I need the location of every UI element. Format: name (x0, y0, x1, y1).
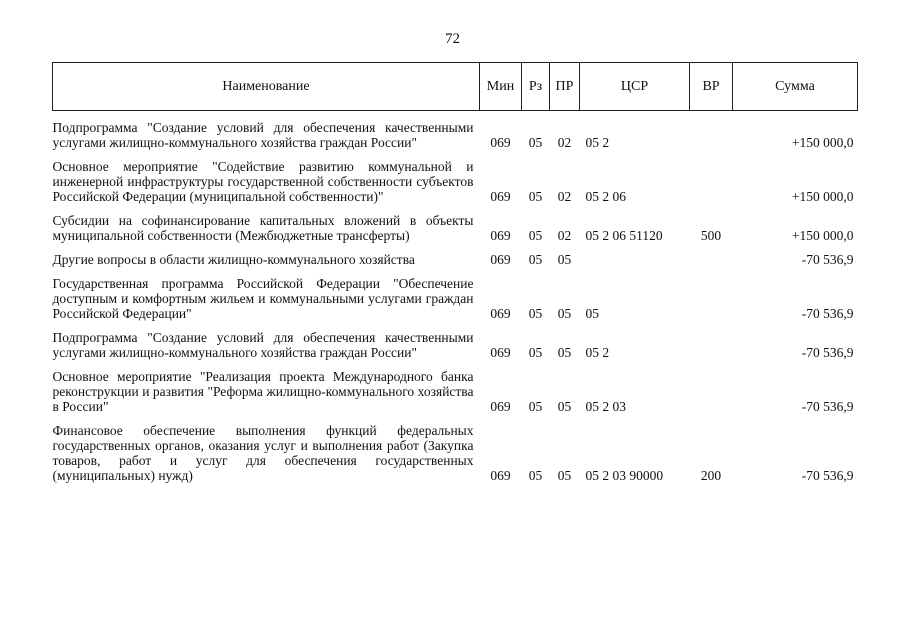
row-sum: -70 536,9 (801, 399, 854, 414)
row-sum: -70 536,9 (801, 468, 854, 483)
row-csr: 05 2 (585, 345, 610, 360)
row-sum: +150 000,0 (791, 135, 854, 150)
table-row (53, 111, 858, 151)
header-vr: ВР (690, 63, 733, 111)
budget-table (52, 62, 858, 483)
row-pr: 05 (557, 399, 572, 414)
row-vr (690, 243, 733, 267)
row-min: 069 (490, 135, 511, 150)
row-rz: 05 (528, 189, 543, 204)
row-vr: 200 (700, 468, 722, 483)
table-header-row (53, 63, 858, 111)
row-vr (690, 360, 733, 414)
row-min: 069 (490, 468, 511, 483)
row-min: 069 (490, 228, 511, 243)
row-rz: 05 (528, 345, 543, 360)
row-name: Государственная программа Российской Федерации "Обеспечение доступным и комфортным жильем и коммунальными услугами граждан Российской Федерации" (52, 276, 474, 321)
table-row (53, 267, 858, 321)
row-sum: -70 536,9 (801, 252, 854, 267)
row-rz: 05 (528, 306, 543, 321)
row-csr: 05 2 03 90000 (585, 468, 664, 483)
row-name: Подпрограмма "Создание условий для обеспечения качественными услугами жилищно-коммунального хозяйства граждан России" (52, 330, 474, 360)
row-sum: -70 536,9 (801, 306, 854, 321)
row-vr (690, 321, 733, 360)
table-row (53, 204, 858, 243)
row-sum: +150 000,0 (791, 189, 854, 204)
header-min: Мин (480, 63, 522, 111)
row-pr: 05 (557, 306, 572, 321)
row-csr (580, 243, 690, 267)
row-min: 069 (490, 189, 511, 204)
row-rz: 05 (528, 468, 543, 483)
row-csr: 05 2 06 (585, 189, 626, 204)
row-pr: 02 (557, 135, 572, 150)
row-name: Субсидии на софинансирование капитальных вложений в объекты муниципальной собственности (Межбюджетные трансферты) (52, 213, 474, 243)
row-name: Другие вопросы в области жилищно-коммунального хозяйства (52, 252, 415, 267)
header-rz: Рз (522, 63, 550, 111)
row-sum: -70 536,9 (801, 345, 854, 360)
row-pr: 05 (557, 345, 572, 360)
row-rz: 05 (528, 252, 543, 267)
row-csr: 05 (585, 306, 599, 321)
row-rz: 05 (528, 399, 543, 414)
row-rz: 05 (528, 135, 543, 150)
table-row (53, 321, 858, 360)
row-vr: 500 (700, 228, 722, 243)
row-name: Основное мероприятие "Реализация проекта Международного банка реконструкции и развития "Реформа жилищно-коммунального хозяйства в России" (52, 369, 474, 414)
table-row (53, 150, 858, 204)
row-csr: 05 2 (585, 135, 610, 150)
row-min: 069 (490, 345, 511, 360)
row-name: Подпрограмма "Создание условий для обеспечения качественными услугами жилищно-коммунального хозяйства граждан России" (52, 120, 474, 150)
row-pr: 02 (557, 189, 572, 204)
row-min: 069 (490, 306, 511, 321)
row-csr: 05 2 03 (585, 399, 626, 414)
row-pr: 05 (557, 252, 572, 267)
header-pr: ПР (550, 63, 580, 111)
table-row (53, 360, 858, 414)
table-row (53, 414, 858, 483)
row-csr: 05 2 06 51120 (585, 228, 663, 243)
row-vr (690, 150, 733, 204)
row-vr (690, 267, 733, 321)
header-csr: ЦСР (580, 63, 690, 111)
row-pr: 02 (557, 228, 572, 243)
row-name: Основное мероприятие "Содействие развитию коммунальной и инженерной инфраструктуры государственной собственности субъектов Российской Федерации (муниципальной собственности)" (52, 159, 474, 204)
row-pr: 05 (557, 468, 572, 483)
row-vr (690, 111, 733, 151)
row-name: Финансовое обеспечение выполнения функций федеральных государственных органов, оказания услуг и выполнения работ (Закупка товаров, работ и услуг для обеспечения государственных (муниципальных) нужд) (52, 423, 474, 483)
row-min: 069 (490, 252, 511, 267)
table-row (53, 243, 858, 267)
header-name: Наименование (53, 63, 480, 111)
row-sum: +150 000,0 (791, 228, 854, 243)
row-min: 069 (490, 399, 511, 414)
page-number: 72 (445, 31, 460, 47)
header-sum: Сумма (733, 63, 858, 111)
row-rz: 05 (528, 228, 543, 243)
